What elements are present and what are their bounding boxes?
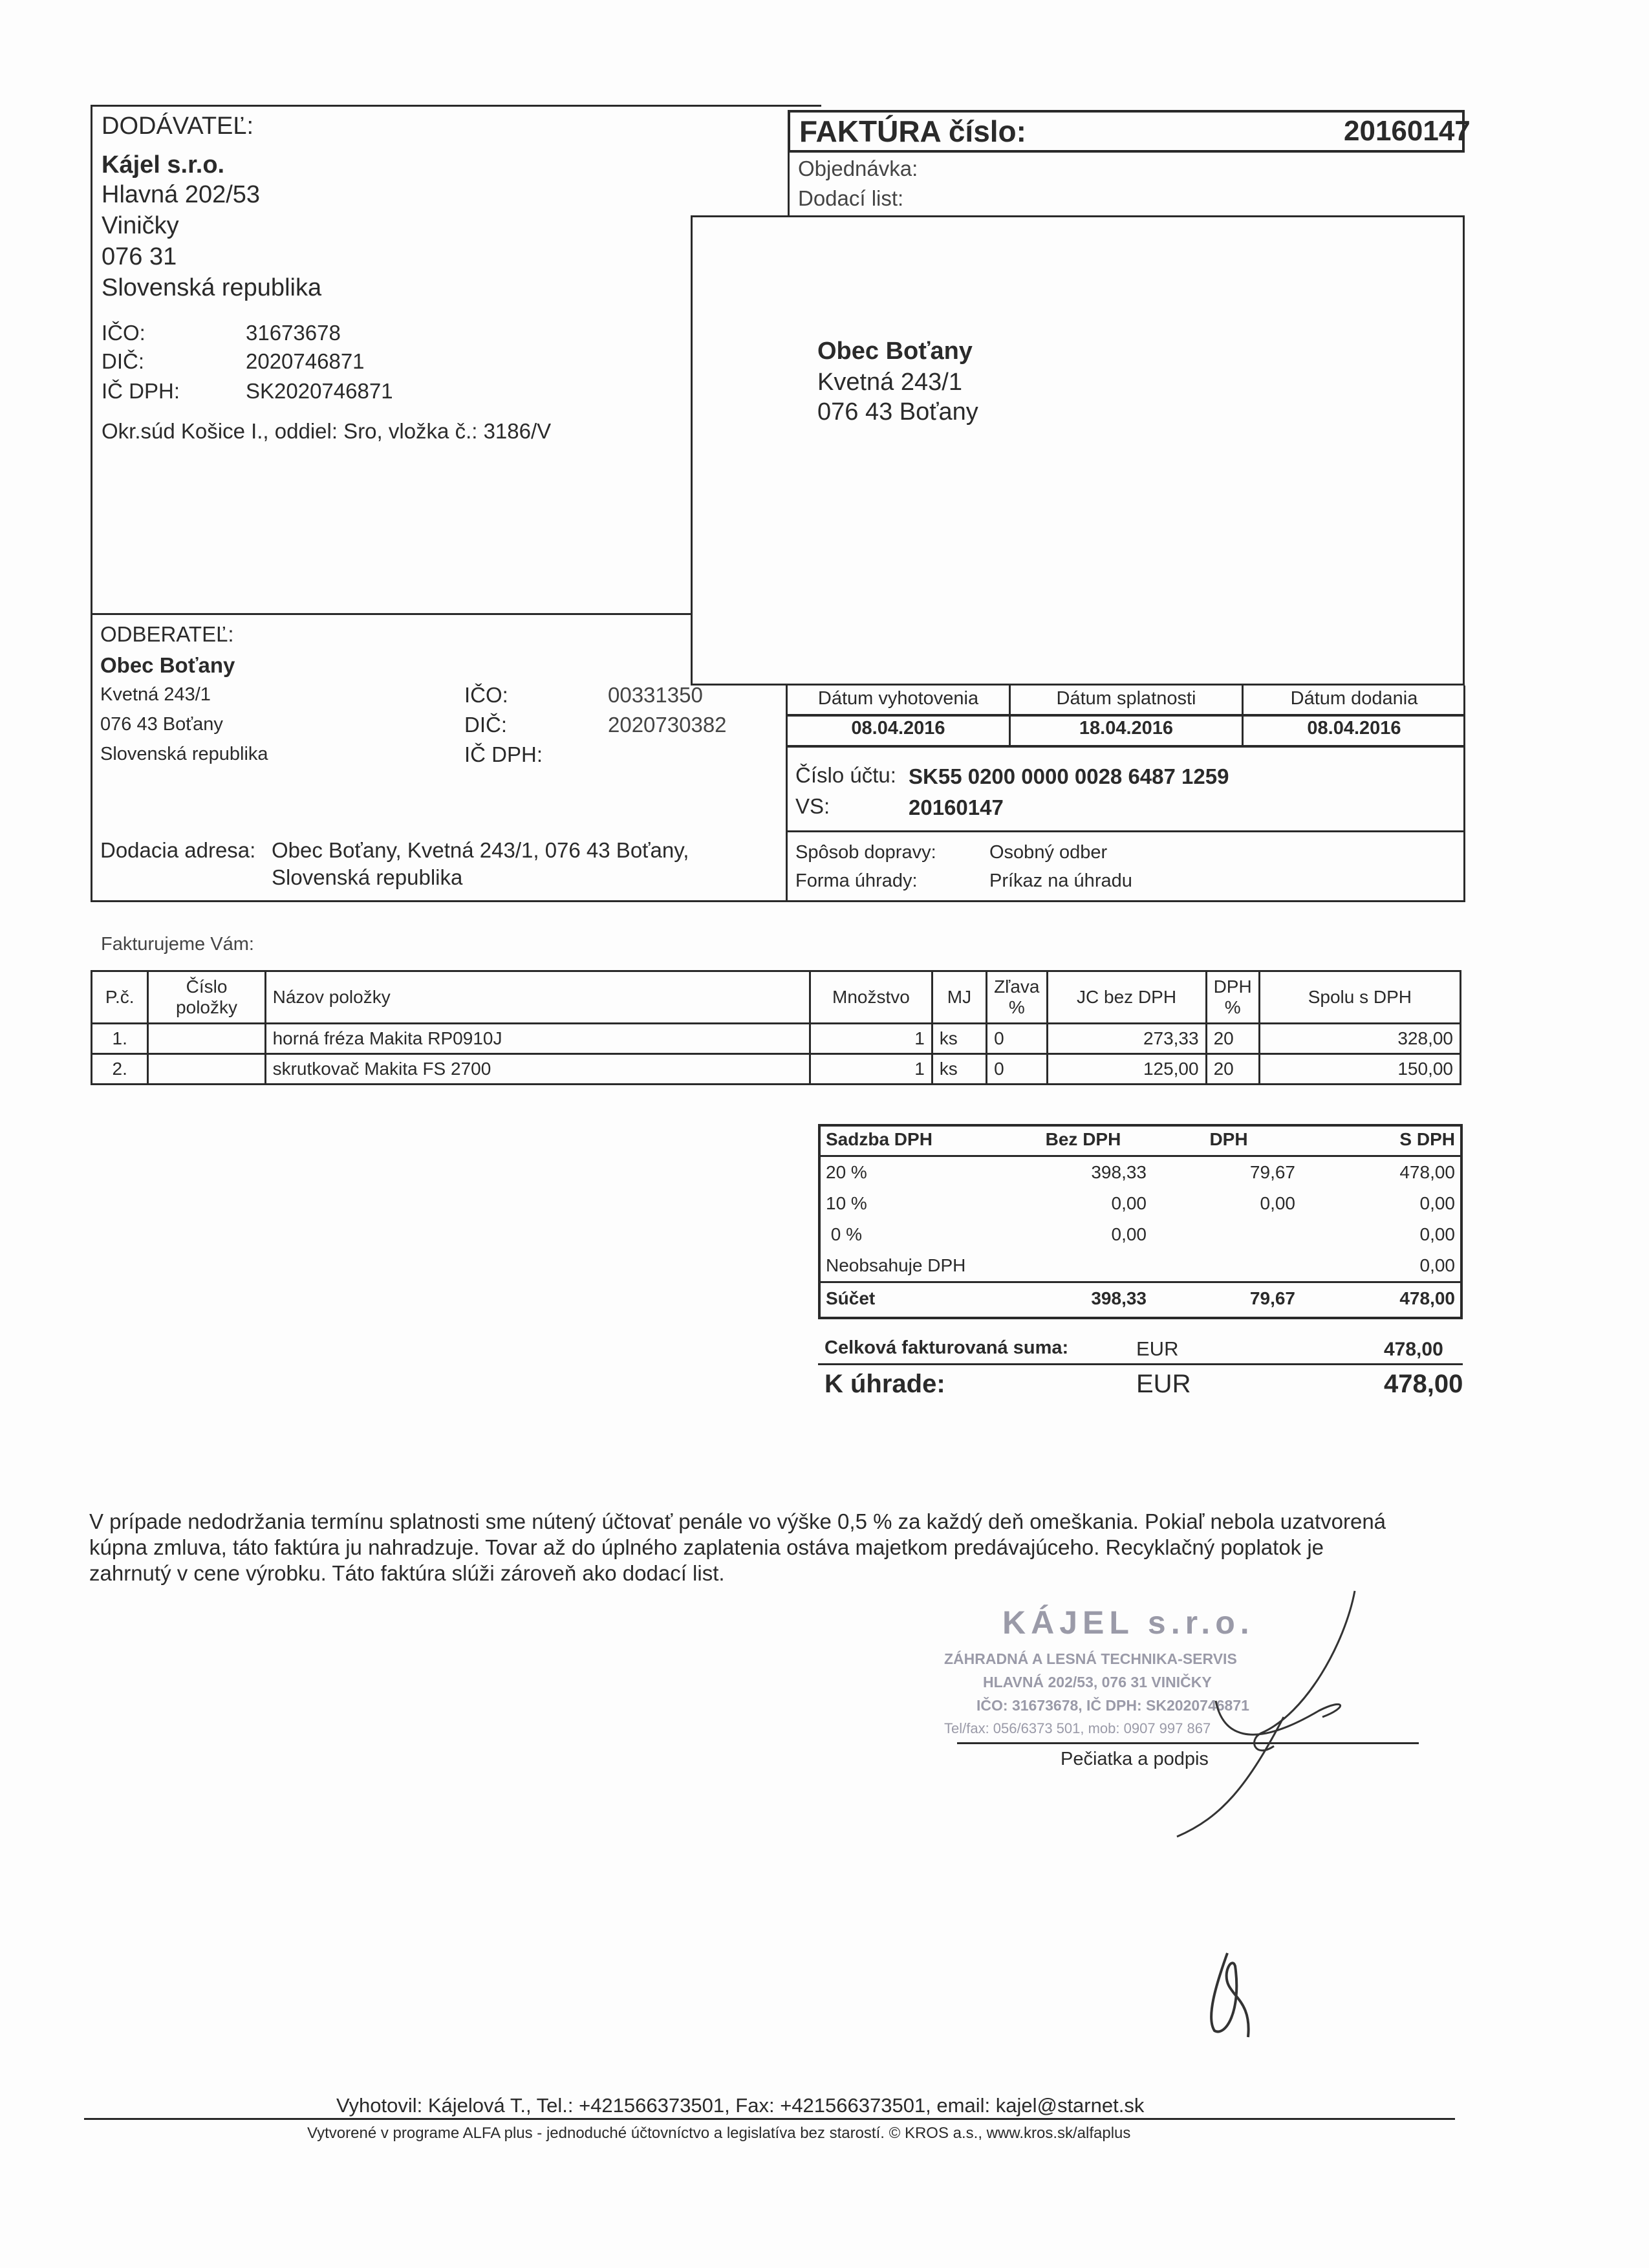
footer-divider <box>84 2118 1455 2120</box>
items-intro: Fakturujeme Vám: <box>101 934 254 955</box>
customer-city: 076 43 Boťany <box>100 714 223 735</box>
total-currency: EUR <box>1136 1337 1179 1360</box>
customer-icdph-label: IČ DPH: <box>464 742 543 766</box>
amount-due-currency: EUR <box>1136 1370 1191 1398</box>
initials-mark <box>1196 1940 1267 2050</box>
cell-name: horná fréza Makita RP0910J <box>265 1024 810 1054</box>
supplier-court-registration: Okr.súd Košice I., oddiel: Sro, vložka č.: 3186/V <box>102 419 552 443</box>
table-row <box>92 1024 1461 1054</box>
table-row <box>818 1188 1463 1219</box>
supplier-dic: 2020746871 <box>246 349 365 373</box>
date-issued-label: Dátum vyhotovenia <box>817 688 979 709</box>
account-label: Číslo účtu: <box>795 763 896 787</box>
vat-gross: 0,00 <box>1419 1193 1455 1213</box>
items-header-row <box>92 971 1461 1024</box>
cell-discount: 0 <box>987 1054 1047 1085</box>
table-row <box>92 1054 1461 1085</box>
cell-name: skrutkovač Makita FS 2700 <box>265 1054 810 1085</box>
notice-line-2: kúpna zmluva, táto faktúra ju nahradzuje. Tovar až do úplného zaplatenia ostáva majetkom predávajúceho. Recyklačný poplatok je <box>89 1535 1324 1559</box>
vat-gross: 478,00 <box>1399 1162 1455 1182</box>
col-unit: MJ <box>932 971 986 1024</box>
customer-dic-label: DIČ: <box>464 713 507 737</box>
vat-gross: 0,00 <box>1419 1224 1455 1244</box>
cell-qty: 1 <box>810 1054 932 1085</box>
vat-rate: Neobsahuje DPH <box>826 1255 966 1275</box>
notice-line-1: V prípade nedodržania termínu splatnosti sme nútený účtovať penále vo výške 0,5 % za každý deň omeškania. Pokiaľ nebola uzatvorená <box>89 1509 1386 1533</box>
supplier-dic-label: DIČ: <box>102 349 144 373</box>
stamp-line-5: Tel/fax: 056/6373 501, mob: 0907 997 867 <box>944 1720 1211 1736</box>
items-table <box>91 970 1461 1085</box>
vat-col-vat: DPH <box>1154 1124 1303 1156</box>
vat-base: 0,00 <box>1111 1224 1147 1244</box>
vat-sum-label: Súčet <box>818 1282 1012 1315</box>
customer-ico: 00331350 <box>608 683 703 707</box>
cell-total: 328,00 <box>1259 1024 1460 1054</box>
cell-price: 125,00 <box>1047 1054 1206 1085</box>
cell-unit: ks <box>932 1054 986 1085</box>
customer-street: Kvetná 243/1 <box>100 684 211 705</box>
invoice-number: 20160147 <box>1344 115 1471 147</box>
col-name: Názov položky <box>265 971 810 1024</box>
vat-gross: 0,00 <box>1419 1255 1455 1275</box>
cell-qty: 1 <box>810 1024 932 1054</box>
handwritten-signature <box>1151 1584 1371 1856</box>
amount-due-label: K úhrade: <box>824 1370 945 1398</box>
delivery-address-line1: Obec Boťany, Kvetná 243/1, 076 43 Boťany, <box>272 838 689 862</box>
vat-base: 398,33 <box>1091 1162 1147 1182</box>
cell-discount: 0 <box>987 1024 1047 1054</box>
order-label: Objednávka: <box>798 157 918 180</box>
supplier-zip: 076 31 <box>102 243 177 270</box>
footer-software: Vytvorené v programe ALFA plus - jednoduché účtovníctvo a legislatíva bez starostí. © KROS a.s., www.kros.sk/alfaplus <box>307 2124 1131 2142</box>
delivery-note-label: Dodací list: <box>798 186 904 210</box>
vat-base: 0,00 <box>1111 1193 1147 1213</box>
supplier-icdph-label: IČ DPH: <box>102 379 180 403</box>
footer-issued-by: Vyhotovil: Kájelová T., Tel.: +421566373501, Fax: +421566373501, email: kajel@starnet.sk <box>336 2094 1145 2117</box>
payment-method-label: Forma úhrady: <box>795 870 918 891</box>
payment-method-value: Príkaz na úhradu <box>989 870 1132 891</box>
table-row <box>818 1156 1463 1189</box>
vat-sum-row <box>818 1282 1463 1315</box>
customer-country: Slovenská republika <box>100 744 268 764</box>
cell-vat: 20 <box>1206 1024 1259 1054</box>
supplier-country: Slovenská republika <box>102 274 322 301</box>
stamp-line-2: ZÁHRADNÁ A LESNÁ TECHNIKA-SERVIS <box>944 1650 1237 1667</box>
supplier-ico: 31673678 <box>246 321 341 345</box>
col-total: Spolu s DPH <box>1259 971 1460 1024</box>
cell-vat: 20 <box>1206 1054 1259 1085</box>
vat-base <box>1012 1250 1154 1282</box>
recipient-name: Obec Boťany <box>817 338 973 365</box>
col-discount: Zľava % <box>987 971 1047 1024</box>
table-row <box>818 1219 1463 1250</box>
vat-summary-table <box>818 1124 1463 1314</box>
supplier-name: Kájel s.r.o. <box>102 151 225 178</box>
total-value: 478,00 <box>1384 1339 1443 1360</box>
total-label: Celková fakturovaná suma: <box>824 1337 1069 1358</box>
cell-total: 150,00 <box>1259 1054 1460 1085</box>
col-no: P.č. <box>92 971 148 1024</box>
supplier-city: Viničky <box>102 212 179 239</box>
cell-no: 2. <box>92 1054 148 1085</box>
customer-heading: ODBERATEĽ: <box>100 622 234 646</box>
col-qty: Množstvo <box>810 971 932 1024</box>
stamp-line-4: IČO: 31673678, IČ DPH: SK2020746871 <box>976 1697 1249 1714</box>
col-price: JC bez DPH <box>1047 971 1206 1024</box>
supplier-street: Hlavná 202/53 <box>102 181 261 208</box>
date-due: 18.04.2016 <box>1079 718 1174 739</box>
recipient-window <box>691 215 1465 686</box>
vat-amount: 79,67 <box>1249 1162 1295 1182</box>
customer-ico-label: IČO: <box>464 683 508 707</box>
vs-label: VS: <box>795 794 830 818</box>
recipient-street: Kvetná 243/1 <box>817 369 962 396</box>
transport-label: Spôsob dopravy: <box>795 842 936 863</box>
supplier-ico-label: IČO: <box>102 321 146 345</box>
supplier-heading: DODÁVATEĽ: <box>102 113 254 140</box>
customer-dic: 2020730382 <box>608 713 727 737</box>
vat-amount <box>1154 1219 1303 1250</box>
col-vat: DPH % <box>1206 971 1259 1024</box>
cell-unit: ks <box>932 1024 986 1054</box>
cell-code <box>148 1054 265 1085</box>
col-code: Číslo položky <box>148 971 265 1024</box>
notice-line-3: zahrnutý v cene výrobku. Táto faktúra slúži zároveň ako dodací list. <box>89 1561 725 1585</box>
vat-rate: 10 % <box>826 1193 867 1213</box>
delivery-address-label: Dodacia adresa: <box>100 838 256 862</box>
table-row <box>818 1250 1463 1282</box>
date-delivered-label: Dátum dodania <box>1290 688 1418 709</box>
invoice-title: FAKTÚRA číslo: <box>799 114 1026 148</box>
stamp-caption: Pečiatka a podpis <box>1061 1749 1209 1769</box>
cell-no: 1. <box>92 1024 148 1054</box>
cell-price: 273,33 <box>1047 1024 1206 1054</box>
recipient-city: 076 43 Boťany <box>817 398 978 426</box>
vat-col-gross: S DPH <box>1303 1124 1463 1156</box>
vat-header-row <box>818 1124 1463 1156</box>
vat-col-base: Bez DPH <box>1012 1124 1154 1156</box>
vat-sum-base: 398,33 <box>1012 1282 1154 1315</box>
date-delivered: 08.04.2016 <box>1307 718 1401 739</box>
account-number: SK55 0200 0000 0028 6487 1259 <box>909 764 1229 788</box>
transport-value: Osobný odber <box>989 842 1108 863</box>
supplier-icdph: SK2020746871 <box>246 379 393 403</box>
vat-amount: 0,00 <box>1260 1193 1295 1213</box>
vat-rate: 0 % <box>826 1224 863 1244</box>
amount-due-value: 478,00 <box>1384 1370 1463 1398</box>
vat-col-rate: Sadzba DPH <box>818 1124 1012 1156</box>
vat-rate: 20 % <box>826 1162 867 1182</box>
vat-amount <box>1154 1250 1303 1282</box>
delivery-address-line2: Slovenská republika <box>272 865 463 889</box>
date-issued: 08.04.2016 <box>851 718 945 739</box>
cell-code <box>148 1024 265 1054</box>
vat-sum-vat: 79,67 <box>1154 1282 1303 1315</box>
stamp-line-3: HLAVNÁ 202/53, 076 31 VINIČKY <box>983 1674 1212 1690</box>
date-due-label: Dátum splatnosti <box>1056 688 1196 709</box>
customer-name: Obec Boťany <box>100 653 235 677</box>
vs-value: 20160147 <box>909 795 1004 819</box>
vat-sum-gross: 478,00 <box>1303 1282 1463 1315</box>
stamp-line-1: KÁJEL s.r.o. <box>1002 1604 1255 1641</box>
